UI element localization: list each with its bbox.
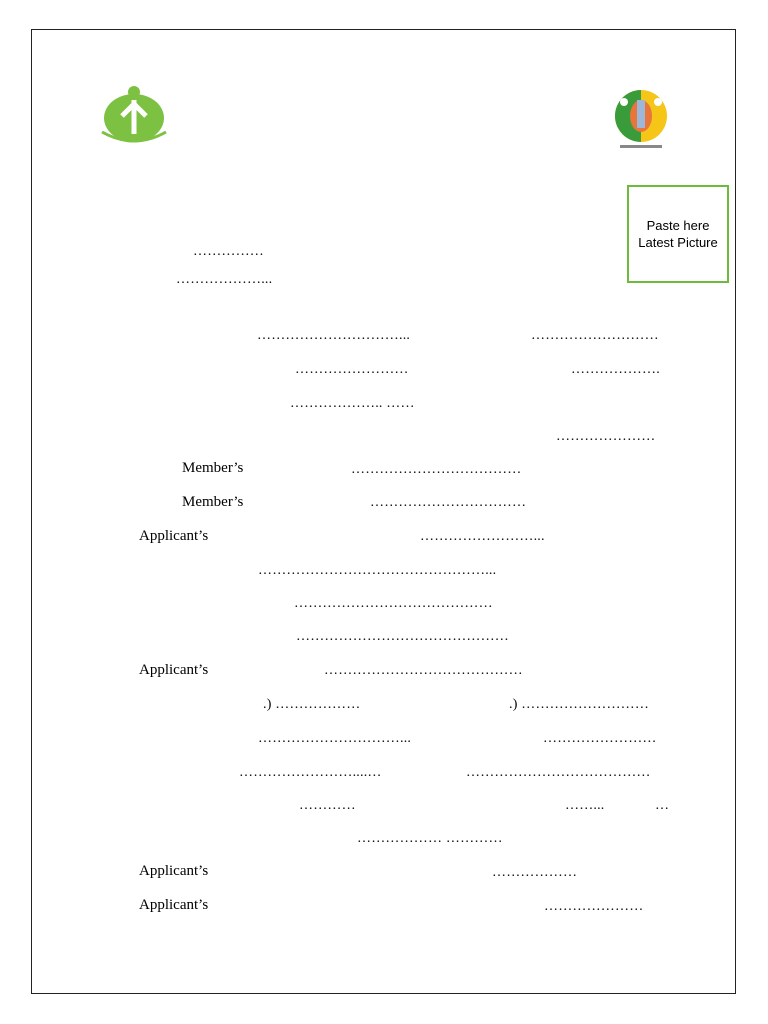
organization-logo-left — [96, 84, 172, 152]
blank-field[interactable]: …………………… — [543, 731, 657, 746]
blank-field[interactable]: ……………… ………… — [357, 831, 503, 846]
applicant-label: Applicant’s — [139, 528, 209, 544]
blank-field[interactable]: ……………………... — [420, 529, 545, 544]
member-label: Member’s — [182, 494, 244, 510]
blank-field[interactable]: …………………………... — [257, 328, 411, 343]
applicant-label: Applicant’s — [139, 662, 209, 678]
blank-field[interactable]: .) ……………… — [263, 697, 361, 712]
blank-field[interactable]: .) ……………………… — [509, 697, 650, 712]
organization-logo-right — [604, 88, 678, 150]
blank-field[interactable]: ………………... — [176, 272, 273, 287]
blank-field[interactable]: ………………………………… — [466, 765, 651, 780]
blank-field[interactable]: …………………………………………... — [258, 563, 497, 578]
blank-field[interactable]: …………… — [193, 244, 264, 259]
blank-field[interactable]: ……... — [565, 798, 605, 813]
blank-field[interactable]: ………………. — [571, 362, 660, 377]
blank-field[interactable]: …………………………………… — [324, 663, 523, 678]
blank-field[interactable]: ……………………… — [531, 328, 659, 343]
blank-field[interactable]: … — [655, 798, 670, 813]
blank-field[interactable]: ………………… — [556, 429, 656, 444]
blank-field[interactable]: …………………… — [295, 362, 409, 377]
applicant-label: Applicant’s — [139, 897, 209, 913]
blank-field[interactable]: …………………………… — [370, 495, 527, 510]
blank-field[interactable]: …………………………... — [258, 731, 412, 746]
blank-field[interactable]: ……………… — [492, 865, 578, 880]
blank-field[interactable]: ………………… — [544, 899, 644, 914]
applicant-label: Applicant’s — [139, 863, 209, 879]
photo-box-line2: Latest Picture — [638, 235, 718, 250]
member-label: Member’s — [182, 460, 244, 476]
blank-field[interactable]: ……………….. …… — [290, 396, 415, 411]
photo-placeholder-box[interactable] — [627, 185, 729, 283]
blank-field[interactable]: …………………………………… — [294, 596, 493, 611]
blank-field[interactable]: ……………………………………… — [296, 629, 509, 644]
photo-box-line1: Paste here — [646, 218, 710, 233]
blank-field[interactable]: ………… — [299, 798, 356, 813]
blank-field[interactable]: ……………………………… — [351, 462, 522, 477]
blank-field[interactable]: ……………………....… — [239, 765, 382, 780]
